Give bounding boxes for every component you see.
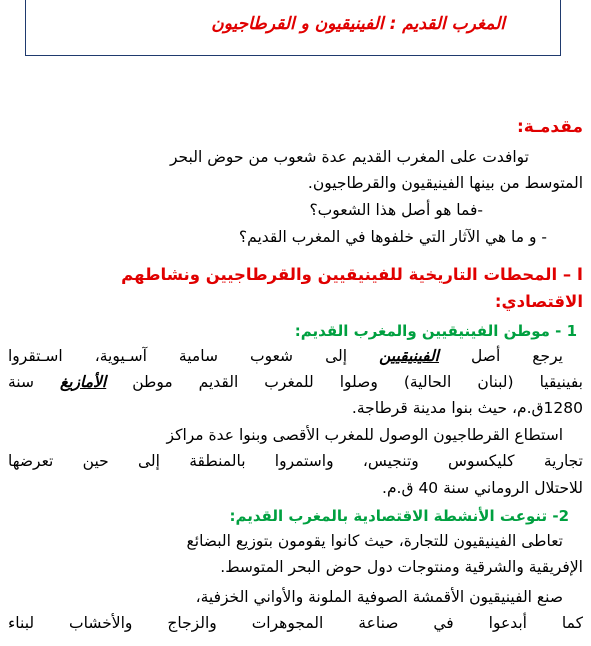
sub2-p1-line2: الإفريقية والشرقية ومنتوجات دول حوض البحر المتوسط. <box>220 558 583 576</box>
section1-heading-text: – المحطات التاريخية للفينيقيين والقرطاجيين ونشاطهم <box>121 265 572 284</box>
section1-heading-line2: الاقتصادي: <box>494 292 583 311</box>
intro-line-2: المتوسط من بينها الفينيقيون والقرطاجيون. <box>307 174 583 192</box>
sub1-p1-l1-pre: يرجع أصل <box>439 347 563 365</box>
sub1-heading: 1 - موطن الفينيقيين والمغرب القديم: <box>294 322 577 340</box>
sub2-heading: 2- تنوعت الأنشطة الاقتصادية بالمغرب القديم: <box>229 507 569 525</box>
sub2-p2-line1: صنع الفينيقيون الأقمشة الصوفية الملونة والأواني الخزفية، <box>195 588 563 606</box>
intro-question-1: -فما هو أصل هذا الشعوب؟ <box>309 201 483 219</box>
sub1-p2-line1: استطاع القرطاجيون الوصول للمغرب الأقصى وبنوا عدة مراكز <box>166 426 563 444</box>
section1-numeral: I <box>576 265 583 284</box>
sub1-p2-line3: للاحتلال الروماني سنة 40 ق.م. <box>382 479 583 497</box>
sub1-p1-line3: 1280ق.م، حيث بنوا مدينة قرطاجة. <box>351 399 583 417</box>
title-box <box>25 0 561 56</box>
sub1-p1-l1-post: إلى شعوب سامية آسـيوية، اسـتقروا <box>8 347 380 365</box>
intro-question-2: - و ما هي الآثار التي خلفوها في المغرب القديم؟ <box>238 228 547 246</box>
sub2-p1-line1: تعاطى الفينيقيون للتجارة، حيث كانوا يقومون بتوزيع البضائع <box>186 532 563 550</box>
sub2-p2-line2: كما أبدعوا في صناعة المجوهرات والزجاج والأخشاب لبناء <box>8 614 583 632</box>
intro-line-1: توافدت على المغرب القديم عدة شعوب من حوض البحر <box>170 148 529 166</box>
sub1-p1-line1 <box>8 345 583 367</box>
keyword-phoenicians: الفينيقيين <box>379 347 439 365</box>
intro-heading: مقدمـة: <box>516 117 583 137</box>
keyword-amazigh: الأمازيغ <box>59 373 107 391</box>
section1-heading <box>8 264 583 286</box>
sub1-p2-line2: تجارية كليكسوس وتنجيس، واستمروا بالمنطقة إلى حين تعرضها <box>8 452 583 470</box>
sub1-p1-l2-post: سنة <box>8 373 60 391</box>
sub1-p1-l2-pre: بفينيقيا (لبنان الحالية) وصلوا للمغرب القديم موطن <box>106 373 583 391</box>
page-title: المغرب القديم : الفينيقيون و القرطاجيون <box>211 14 505 34</box>
sub1-p1-line2 <box>8 371 583 393</box>
